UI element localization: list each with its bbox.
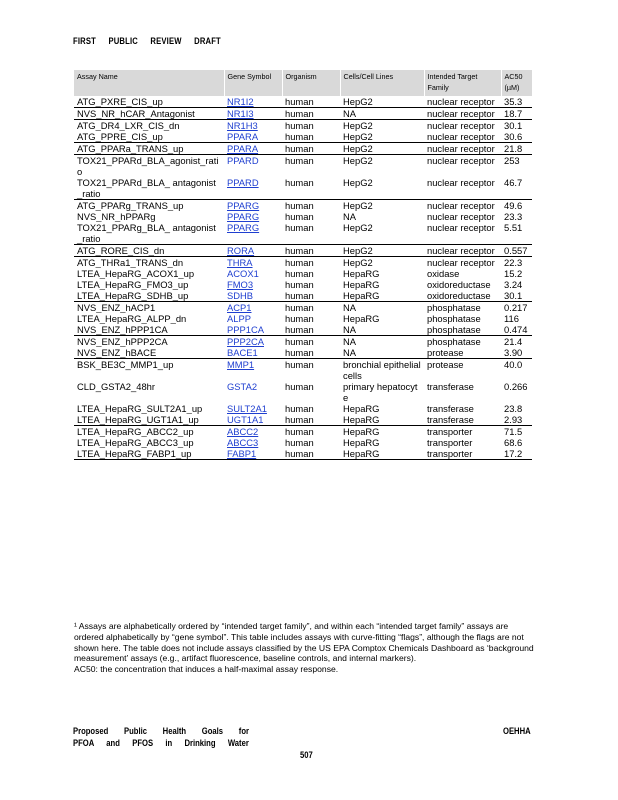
gene-symbol-cell[interactable] (224, 143, 282, 155)
gene-symbol-cell (224, 381, 282, 403)
ac50-cell: 35.3 (504, 96, 523, 107)
table-row (74, 257, 532, 269)
column-header-cells: Cells/Cell Lines (340, 70, 424, 96)
gene-symbol-text: SDHB (227, 290, 254, 301)
organism-cell: human (282, 155, 340, 178)
draft-header: FIRST PUBLIC REVIEW DRAFT (73, 36, 221, 46)
assay-name-cell: ATG_RORE_CIS_dn (74, 245, 224, 257)
cell-line-cell: HepaRG (343, 414, 380, 425)
organism-cell: human (282, 359, 340, 382)
organism-cell: human (282, 302, 340, 314)
target-family-cell: phosphatase (424, 336, 501, 348)
gene-symbol-text: PPP1CA (227, 324, 264, 335)
table-row (74, 359, 532, 382)
cell-line-cell: HepaRG (343, 403, 380, 414)
gene-symbol-text: ALPP (227, 313, 251, 324)
organism-cell: human (282, 120, 340, 132)
assay-name-cell: ATG_PPARa_TRANS_up (74, 143, 224, 155)
column-header-assay: Assay Name (77, 72, 118, 81)
ac50-cell: 68.6 (504, 437, 523, 448)
assay-name-cell: LTEA_HepaRG_ABCC3_up (77, 437, 194, 448)
table-row (74, 290, 532, 302)
organism-cell: human (282, 143, 340, 155)
footer-agency: OEHHA (503, 726, 531, 736)
gene-symbol-link[interactable]: RORA (227, 245, 255, 256)
gene-symbol-link[interactable]: MMP1 (227, 359, 255, 370)
table-row (74, 96, 532, 108)
gene-symbol-cell[interactable] (224, 257, 282, 269)
gene-symbol-link[interactable]: NR1H3 (227, 120, 258, 131)
organism-cell: human (285, 403, 314, 414)
target-family-cell: transferase (427, 414, 474, 425)
ac50-cell: 21.8 (501, 143, 532, 155)
ac50-cell: 5.51 (504, 222, 523, 233)
gene-symbol-cell[interactable] (224, 448, 282, 460)
target-family-cell: transporter (427, 437, 473, 448)
gene-symbol-link[interactable]: PPARA (227, 143, 259, 154)
target-family-cell: nuclear receptor (427, 222, 495, 233)
table-row (74, 414, 532, 426)
assay-name-cell: LTEA_HepaRG_FMO3_up (77, 279, 189, 290)
cell-line-cell: HepaRG (343, 290, 380, 301)
gene-symbol-cell[interactable] (224, 108, 282, 120)
gene-symbol-cell[interactable] (224, 200, 282, 212)
table-row (74, 426, 532, 438)
column-header-organism: Organism (282, 70, 340, 96)
gene-symbol-text: GSTA2 (227, 381, 258, 392)
gene-symbol-cell[interactable] (224, 437, 282, 448)
target-family-cell: nuclear receptor (424, 257, 501, 269)
ac50-cell: 18.7 (501, 108, 532, 120)
ac50-cell: 49.6 (501, 200, 532, 212)
assay-name-cell: NVS_ENZ_hACP1 (74, 302, 224, 314)
cell-line-cell: HepaRG (343, 313, 380, 324)
gene-symbol-link[interactable]: PPARD (227, 177, 259, 188)
target-family-cell: nuclear receptor (424, 200, 501, 212)
gene-symbol-link[interactable]: SULT2A1 (227, 403, 267, 414)
target-family-cell: nuclear receptor (427, 211, 495, 222)
organism-cell: human (285, 324, 314, 335)
gene-symbol-link[interactable]: PPARG (227, 211, 260, 222)
gene-symbol-cell (224, 313, 282, 324)
assay-name-cell: NVS_ENZ_hPPP2CA (74, 336, 224, 348)
table-row (74, 381, 532, 403)
assay-name-cell: LTEA_HepaRG_FABP1_up (74, 448, 224, 460)
organism-cell: human (285, 347, 314, 358)
table-row (74, 302, 532, 314)
assay-name-cell: ATG_PPRE_CIS_up (77, 131, 163, 142)
gene-symbol-text: PPARD (227, 155, 259, 166)
assay-name-cell: ATG_DR4_LXR_CIS_dn (74, 120, 224, 132)
table-row (74, 437, 532, 448)
target-family-cell: transferase (427, 403, 474, 414)
cell-line-cell: NA (343, 347, 357, 358)
gene-symbol-text: PPARA (227, 131, 259, 142)
ac50-cell: 0.217 (501, 302, 532, 314)
target-family-cell: transporter (424, 448, 501, 460)
column-header-ac50: AC50 (µM) (501, 70, 532, 96)
target-family-cell: transporter (424, 426, 501, 438)
table-row (74, 120, 532, 132)
gene-symbol-cell[interactable] (224, 222, 282, 245)
ac50-cell: 30.6 (504, 131, 523, 142)
gene-symbol-link[interactable]: NR1I2 (227, 96, 254, 107)
gene-symbol-cell[interactable] (224, 359, 282, 382)
gene-symbol-link[interactable]: PPARG (227, 222, 260, 233)
organism-cell: human (282, 426, 340, 438)
ac50-cell: 17.2 (501, 448, 532, 460)
target-family-cell: nuclear receptor (424, 143, 501, 155)
assay-name-cell: ATG_THRa1_TRANS_dn (74, 257, 224, 269)
organism-cell: human (282, 448, 340, 460)
assay-name-cell: LTEA_HepaRG_ACOX1_up (77, 268, 195, 279)
cell-line-cell: HepG2 (340, 200, 424, 212)
ac50-cell: 0.266 (504, 381, 528, 392)
footnote-ordering: ¹ Assays are alphabetically ordered by “intended target family”, and within each “intended target family” assays are ordered alphabetically by “gene symbol”. This table includes assays with curve-fitting “flags”, although the flags are not shown here. The table does not include assays classified by the US EPA Comptox Chemicals Dashboard as ‘background measurement’ assays (e.g., artifact fluorescence, baseline controls, and internal markers). (74, 621, 534, 664)
cell-line-cell: HepG2 (340, 245, 424, 257)
cell-line-cell: HepaRG (343, 437, 380, 448)
target-family-cell: protease (427, 347, 464, 358)
cell-line-cell: NA (340, 108, 424, 120)
table-row (74, 313, 532, 324)
cell-line-cell: HepG2 (340, 120, 424, 132)
target-family-cell: transferase (427, 381, 474, 392)
organism-cell: human (285, 222, 314, 233)
table-row (74, 268, 532, 279)
target-family-cell: nuclear receptor (427, 96, 495, 107)
table-row (74, 131, 532, 143)
gene-symbol-cell (224, 131, 282, 143)
table-row (74, 448, 532, 460)
table-header-row (74, 70, 532, 96)
cell-line-cell: HepG2 (340, 143, 424, 155)
gene-symbol-cell[interactable] (224, 302, 282, 314)
cell-line-cell: primary hepatocyte (343, 381, 418, 403)
table-row (74, 403, 532, 414)
target-family-cell: oxidase (427, 268, 460, 279)
gene-symbol-link[interactable]: PPP2CA (227, 336, 264, 347)
gene-symbol-cell (224, 347, 282, 359)
gene-symbol-text: ACOX1 (227, 268, 259, 279)
gene-symbol-cell[interactable] (224, 279, 282, 290)
column-header-target: Intended Target Family (424, 70, 501, 96)
gene-symbol-link[interactable]: THRA (227, 257, 253, 268)
table-footnote (74, 621, 536, 675)
gene-symbol-cell (224, 155, 282, 178)
target-family-cell: nuclear receptor (424, 120, 501, 132)
cell-line-cell: HepG2 (340, 155, 424, 178)
ac50-cell: 116 (504, 313, 519, 324)
ac50-cell: 30.1 (501, 120, 532, 132)
organism-cell: human (282, 336, 340, 348)
target-family-cell: oxidoreductase (427, 290, 491, 301)
organism-cell: human (285, 268, 314, 279)
cell-line-cell: HepaRG (343, 268, 380, 279)
organism-cell: human (285, 313, 314, 324)
target-family-cell: phosphatase (427, 313, 481, 324)
assay-name-cell: NVS_NR_hPPARg (77, 211, 156, 222)
target-family-cell: protease (424, 359, 501, 382)
cell-line-cell: bronchial epithelialcells (340, 359, 424, 382)
cell-line-cell: HepG2 (343, 96, 373, 107)
gene-symbol-cell[interactable] (224, 336, 282, 348)
target-family-cell: oxidoreductase (427, 279, 491, 290)
target-family-cell: phosphatase (424, 302, 501, 314)
table-row (74, 324, 532, 336)
organism-cell: human (285, 131, 314, 142)
gene-symbol-link[interactable]: NR1I3 (227, 108, 254, 119)
page-number: 507 (300, 750, 313, 760)
assay-name-cell: LTEA_HepaRG_SULT2A1_up (77, 403, 203, 414)
ac50-cell: 40.0 (501, 359, 532, 382)
target-family-cell: nuclear receptor (427, 177, 495, 188)
gene-symbol-cell[interactable] (224, 96, 282, 108)
cell-line-cell: NA (343, 324, 357, 335)
ac50-cell: 30.1 (504, 290, 523, 301)
table-row (74, 108, 532, 120)
ac50-cell: 22.3 (501, 257, 532, 269)
assay-name-cell: NVS_ENZ_hPPP1CA (77, 324, 168, 335)
organism-cell: human (282, 257, 340, 269)
cell-line-cell: HepG2 (340, 257, 424, 269)
table-row (74, 143, 532, 155)
gene-symbol-cell (224, 268, 282, 279)
table-row (74, 347, 532, 359)
ac50-cell: 71.5 (501, 426, 532, 438)
organism-cell: human (285, 211, 314, 222)
ac50-cell: 15.2 (504, 268, 523, 279)
target-family-cell: nuclear receptor (424, 245, 501, 257)
gene-symbol-link[interactable]: ABCC3 (227, 437, 259, 448)
table-row (74, 222, 532, 245)
gene-symbol-link[interactable]: FABP1 (227, 448, 257, 459)
ac50-cell: 23.3 (504, 211, 523, 222)
gene-symbol-cell[interactable] (224, 426, 282, 438)
ac50-cell: 2.93 (504, 414, 523, 425)
cell-line-cell: HepaRG (343, 279, 380, 290)
gene-symbol-link[interactable]: ABCC2 (227, 426, 259, 437)
assay-name-cell: NVS_ENZ_hBACE (77, 347, 157, 358)
assay-name-cell: LTEA_HepaRG_ALPP_dn (77, 313, 187, 324)
assay-name-cell: TOX21_PPARg_BLA_ antagonist_ratio (77, 222, 216, 244)
table-row (74, 336, 532, 348)
gene-symbol-cell[interactable] (224, 403, 282, 414)
assay-name-cell: BSK_BE3C_MMP1_up (74, 359, 224, 382)
cell-line-cell: HepaRG (340, 448, 424, 460)
ac50-cell: 21.4 (501, 336, 532, 348)
organism-cell: human (282, 245, 340, 257)
gene-symbol-text: BACE1 (227, 347, 258, 358)
cell-line-cell: HepG2 (343, 177, 373, 188)
table-row (74, 177, 532, 200)
cell-line-cell: NA (340, 302, 424, 314)
gene-symbol-cell (224, 414, 282, 426)
assay-name-cell: LTEA_HepaRG_ABCC2_up (74, 426, 224, 438)
ac50-cell: 253 (501, 155, 532, 178)
gene-symbol-cell[interactable] (224, 177, 282, 200)
ac50-cell: 46.7 (504, 177, 523, 188)
organism-cell: human (285, 177, 314, 188)
table-body (74, 96, 532, 460)
assay-name-cell: ATG_PPARg_TRANS_up (74, 200, 224, 212)
ac50-cell: 0.474 (504, 324, 528, 335)
cell-line-cell: HepaRG (340, 426, 424, 438)
gene-symbol-cell[interactable] (224, 245, 282, 257)
footer-title-line1: Proposed Public Health Goals for (73, 726, 249, 736)
gene-symbol-text: UGT1A1 (227, 414, 264, 425)
table-row (74, 211, 532, 222)
gene-symbol-cell[interactable] (224, 120, 282, 132)
assay-name-cell: NVS_NR_hCAR_Antagonist (74, 108, 224, 120)
organism-cell: human (285, 437, 314, 448)
ac50-cell: 3.24 (504, 279, 523, 290)
cell-line-cell: HepG2 (343, 222, 373, 233)
cell-line-cell: HepG2 (343, 131, 373, 142)
table-row (74, 155, 532, 178)
gene-symbol-link[interactable]: ACP1 (227, 302, 252, 313)
assay-name-cell: LTEA_HepaRG_SDHB_up (77, 290, 189, 301)
target-family-cell: nuclear receptor (424, 155, 501, 178)
gene-symbol-cell (224, 290, 282, 302)
ac50-cell: 0.557 (501, 245, 532, 257)
organism-cell: human (282, 200, 340, 212)
footnote-ac50-definition: AC50: the concentration that induces a half-maximal assay response. (74, 664, 339, 675)
assay-name-cell: LTEA_HepaRG_UGT1A1_up (77, 414, 199, 425)
target-family-cell: nuclear receptor (424, 108, 501, 120)
ac50-cell: 3.90 (504, 347, 523, 358)
gene-symbol-cell[interactable] (224, 211, 282, 222)
organism-cell: human (285, 290, 314, 301)
assay-name-cell: ATG_PXRE_CIS_up (77, 96, 163, 107)
assay-name-cell: TOX21_PPARd_BLA_ antagonist_ratio (77, 177, 216, 199)
organism-cell: human (285, 414, 314, 425)
organism-cell: human (285, 279, 314, 290)
table-row (74, 279, 532, 290)
target-family-cell: phosphatase (427, 324, 481, 335)
table-row (74, 200, 532, 212)
gene-symbol-cell (224, 324, 282, 336)
cell-line-cell: NA (343, 211, 357, 222)
gene-symbol-link[interactable]: FMO3 (227, 279, 254, 290)
cell-line-cell: NA (340, 336, 424, 348)
assay-name-cell: CLD_GSTA2_48hr (77, 381, 155, 392)
gene-symbol-link[interactable]: PPARG (227, 200, 260, 211)
ac50-cell: 23.8 (504, 403, 523, 414)
column-header-gene: Gene Symbol (224, 70, 282, 96)
assay-name-cell: TOX21_PPARd_BLA_agonist_ratio (74, 155, 224, 178)
footer-title-line2: PFOA and PFOS in Drinking Water (73, 738, 249, 748)
organism-cell: human (285, 96, 314, 107)
table-row (74, 245, 532, 257)
organism-cell: human (282, 108, 340, 120)
target-family-cell: nuclear receptor (427, 131, 495, 142)
organism-cell: human (285, 381, 314, 392)
assay-table (74, 70, 532, 460)
